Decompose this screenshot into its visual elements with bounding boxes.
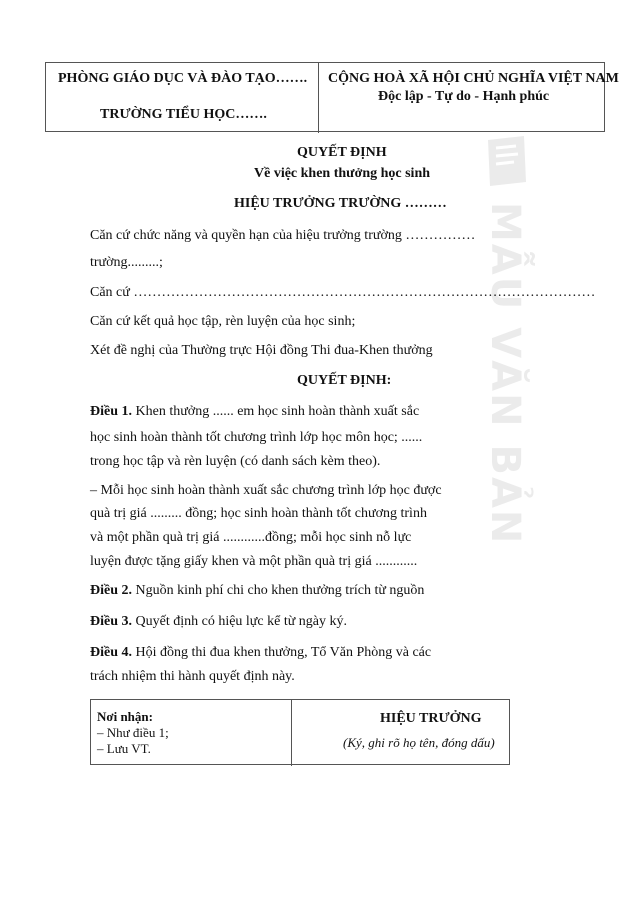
article-1-label: Điều 1.: [90, 404, 132, 419]
article-3: [90, 614, 347, 630]
watermark-text: MẪU VĂN BẢN: [482, 202, 528, 546]
basis-line-1: Căn cứ chức năng và quyền hạn của hiệu trưởng trường ……………: [90, 228, 476, 243]
decision-title: QUYẾT ĐỊNH: [297, 145, 387, 160]
decision-authority: HIỆU TRƯỞNG TRƯỜNG ………: [234, 196, 447, 211]
article-3-text: Quyết định có hiệu lực kể từ ngày ký.: [135, 614, 348, 629]
article-4-text: Hội đồng thi đua khen thưởng, Tổ Văn Phòng và các: [135, 645, 432, 660]
document-logo-icon: [482, 132, 530, 188]
basis-line-3: Căn cứ ………………………………………………………………………………………: [90, 285, 596, 300]
school-name: TRƯỜNG TIỂU HỌC…….: [100, 107, 267, 122]
article-4-label: Điều 4.: [90, 645, 132, 660]
recipients-label: Nơi nhận:: [97, 709, 153, 724]
sub-line-2: quà trị giá ......... đồng; học sinh hoàn thành tốt chương trình: [90, 506, 427, 521]
signature-divider: [291, 700, 292, 766]
article-1-line-3: trong học tập và rèn luyện (có danh sách kèm theo).: [90, 454, 381, 469]
article-1-line-1: [90, 404, 419, 420]
decide-heading: QUYẾT ĐỊNH:: [297, 373, 392, 388]
national-motto: Độc lập - Tự do - Hạnh phúc: [378, 89, 550, 104]
article-4-line-2: trách nhiệm thi hành quyết định này.: [90, 669, 295, 684]
decision-subject: Về việc khen thưởng học sinh: [254, 166, 431, 181]
basis-line-5: Xét đề nghị của Thường trực Hội đồng Thi đua-Khen thưởng: [90, 343, 433, 358]
article-4-line-1: [90, 645, 431, 661]
department-name: PHÒNG GIÁO DỤC VÀ ĐÀO TẠO…….: [58, 71, 308, 86]
national-title: CỘNG HOÀ XÃ HỘI CHỦ NGHĨA VIỆT NAM: [328, 71, 619, 86]
recipient-2: – Lưu VT.: [97, 741, 151, 756]
article-2: [90, 583, 424, 599]
signer-note: (Ký, ghi rõ họ tên, đóng dấu): [343, 735, 495, 750]
article-2-text: Nguồn kinh phí chi cho khen thưởng trích từ nguồn: [135, 583, 425, 598]
basis-line-4: Căn cứ kết quả học tập, rèn luyện của học sinh;: [90, 314, 356, 329]
article-3-label: Điều 3.: [90, 614, 132, 629]
header-divider: [318, 63, 319, 133]
recipient-1: – Như điều 1;: [97, 725, 169, 740]
sub-line-1: – Mỗi học sinh hoàn thành xuất sắc chương trình lớp học được: [90, 483, 442, 498]
article-1-line-2: học sinh hoàn thành tốt chương trình lớp học môn học; ......: [90, 430, 423, 445]
article-2-label: Điều 2.: [90, 583, 132, 598]
sub-line-3: và một phần quà trị giá ............đồng; mỗi học sinh nỗ lực: [90, 530, 412, 545]
basis-line-2: trường.........;: [90, 255, 163, 270]
article-1-text: Khen thưởng ...... em học sinh hoàn thành xuất sắc: [135, 404, 420, 419]
signer-title: HIỆU TRƯỞNG: [380, 711, 482, 726]
sub-line-4: luyện được tặng giấy khen và một phần quà trị giá ............: [90, 554, 418, 569]
